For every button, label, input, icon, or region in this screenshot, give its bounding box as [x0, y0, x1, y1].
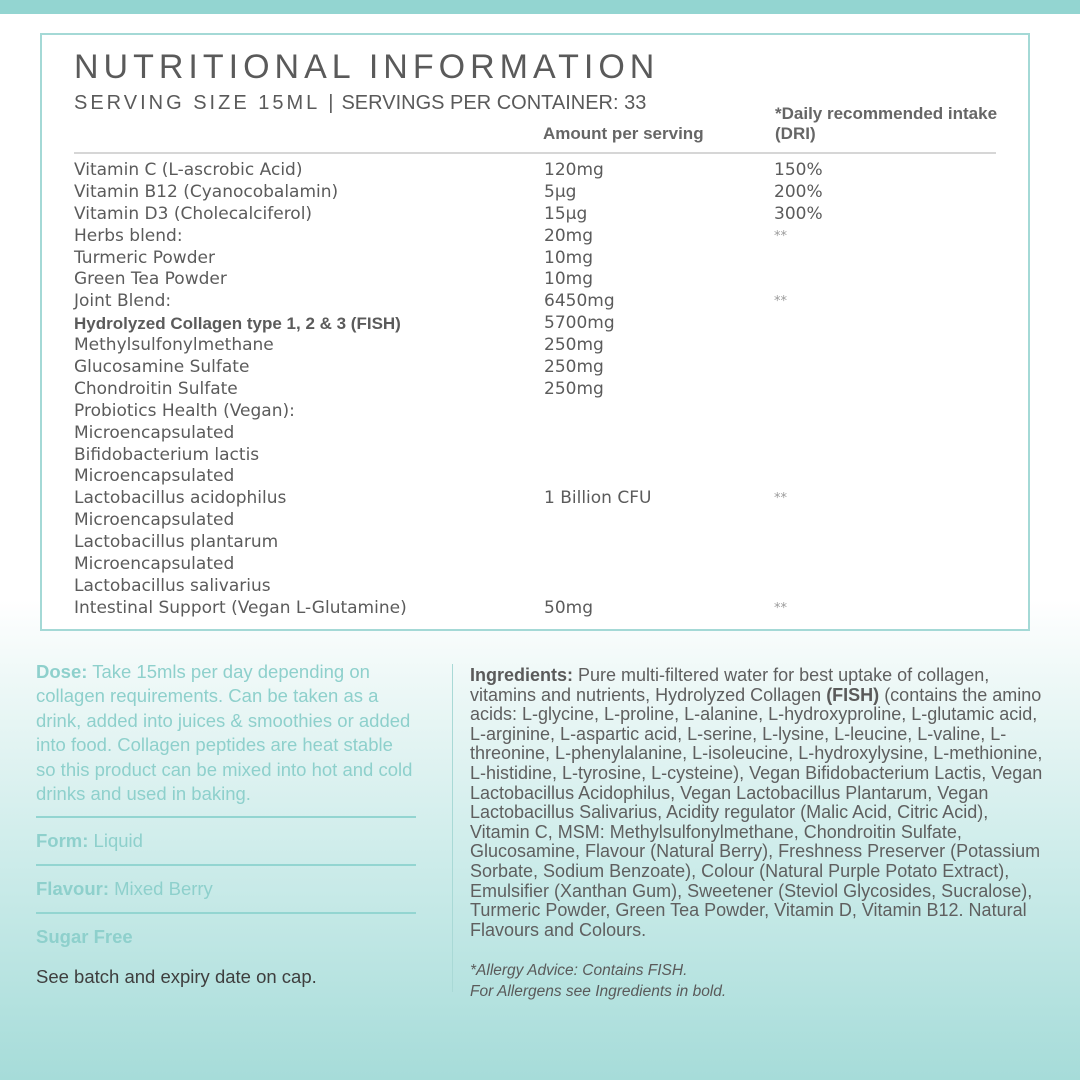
nutrition-title: NUTRITIONAL INFORMATION: [74, 48, 660, 86]
ingredients-section: [470, 666, 1045, 1002]
nutrient-row: [74, 269, 1014, 291]
nutrient-amount: 15µg: [544, 203, 588, 224]
nutrient-row: [74, 357, 1014, 379]
nutrient-name: Vitamin B12 (Cyanocobalamin): [74, 181, 339, 202]
nutrient-row: [74, 204, 1014, 226]
allergy-line-2: For Allergens see Ingredients in bold.: [470, 983, 727, 1001]
nutrient-name: Herbs blend:: [74, 225, 183, 246]
nutrient-name: Hydrolyzed Collagen type 1, 2 & 3 (FISH): [74, 314, 401, 334]
nutrient-row: [74, 466, 1014, 488]
nutrient-name: Methylsulfonylmethane: [74, 335, 274, 356]
dri-column-header: *Daily recommended intake (DRI): [775, 104, 998, 143]
batch-note: See batch and expiry date on cap.: [36, 966, 317, 988]
nutrient-row: [74, 291, 1014, 313]
flavour-info: [36, 866, 416, 912]
nutrient-amount: 20mg: [544, 225, 593, 246]
ingredients-allergen: (FISH): [826, 684, 880, 705]
flavour-value: Mixed Berry: [108, 878, 213, 900]
sugar-free-label: Sugar Free: [36, 926, 133, 948]
header-divider: [74, 152, 996, 154]
allergy-line-1: *Allergy Advice: Contains FISH.: [470, 962, 688, 980]
nutrient-name: Lactobacillus plantarum: [74, 532, 279, 553]
nutrient-name: Microencapsulated: [74, 422, 235, 443]
nutrient-row: [74, 182, 1014, 204]
nutrient-amount: 120mg: [544, 160, 604, 180]
nutrient-row: [74, 160, 1014, 182]
nutrient-name: Bifidobacterium lactis: [74, 444, 260, 465]
top-accent-bar: [0, 0, 1080, 14]
nutrient-name: Microencapsulated: [74, 466, 235, 487]
nutrient-amount: 5µg: [544, 181, 577, 202]
dose-body: Take 15mls per day depending on collagen requirements. Can be taken as a drink, added into juices & smoothies or added into food. Collagen peptides are heat stable so this product can be mixed into hot and cold drinks and used in baking.: [36, 661, 413, 805]
allergy-advice: [470, 960, 1045, 1002]
nutrient-name: Green Tea Powder: [74, 269, 227, 290]
dose-label: Dose:: [36, 661, 88, 682]
nutrient-amount: 1 Billion CFU: [544, 488, 652, 509]
ingredients-body-start: Pure multi-filtered water for best uptake of collagen, vitamins and nutrients, Hydrolyzed Collagen: [470, 665, 990, 705]
nutrient-table: [74, 160, 1014, 620]
nutrient-amount: 250mg: [544, 335, 604, 356]
nutrient-row: [74, 423, 1014, 445]
nutrient-name: Chondroitin Sulfate: [74, 378, 238, 399]
nutrient-row: [74, 445, 1014, 467]
nutrient-row: [74, 510, 1014, 532]
nutrient-name: Probiotics Health (Vegan):: [74, 400, 295, 421]
nutrient-amount: 250mg: [544, 357, 604, 378]
nutrient-dri: **: [774, 294, 787, 310]
nutrient-name: Intestinal Support (Vegan L-Glutamine): [74, 597, 407, 618]
ingredients-label: Ingredients:: [470, 665, 574, 685]
nutrient-amount: 10mg: [544, 247, 593, 268]
flavour-label: Flavour:: [36, 878, 109, 900]
nutrient-amount: 50mg: [544, 597, 593, 618]
ingredients-body-end: (contains the amino acids: L-glycine, L-proline, L-alanine, L-hydroxyproline, L-glutamic acid, L-arginine, L-aspartic acid, L-serine, L-lysine, L-leucine, L-valine, L-threonine, L-phenylalanine, L-isoleucine, L-hydroxylysine, L-methionine, L-histidine, L-tyrosine, L-cysteine), Vegan Bifidobacterium Lactis, Vegan Lactobacillus Acidophilus, Vegan Lactobacillus Plantarum, Vegan Lactobacillus Salivarius, Acidity regulator (Malic Acid, Citric Acid), Vitamin C, MSM: Methylsulfonylmethane, Chondroitin Sulfate, Glucosamine, Flavour (Natural Berry), Freshness Preserver (Potassium Sorbate, Sodium Benzoate), Colour (Natural Purple Potato Extract), Emulsifier (Xanthan Gum), Sweetener (Steviol Glycosides, Sucralose), Turmeric Powder, Green Tea Powder, Vitamin D, Vitamin B12. Natural Flavours and Colours.: [470, 684, 1043, 940]
nutrient-dri: 150%: [774, 160, 823, 180]
nutrient-amount: 5700mg: [544, 313, 615, 334]
nutrient-name: Microencapsulated: [74, 554, 235, 575]
nutrient-row: [74, 532, 1014, 554]
ingredients-text: [470, 666, 1045, 940]
nutrient-amount: 250mg: [544, 378, 604, 399]
nutrient-dri: 200%: [774, 181, 823, 202]
nutrient-row: [74, 488, 1014, 510]
nutrient-row: [74, 554, 1014, 576]
nutrient-row: [74, 379, 1014, 401]
form-value: Liquid: [88, 830, 143, 852]
nutrient-name: Lactobacillus salivarius: [74, 575, 271, 596]
nutrient-name: Turmeric Powder: [74, 247, 215, 268]
nutrient-name: Glucosamine Sulfate: [74, 357, 250, 378]
nutrient-name: Joint Blend:: [74, 291, 172, 312]
nutrient-dri: **: [774, 600, 787, 616]
nutrient-row: [74, 248, 1014, 270]
nutrient-amount: 10mg: [544, 269, 593, 290]
nutrient-name: Vitamin D3 (Cholecalciferol): [74, 203, 313, 224]
column-divider: [452, 664, 453, 992]
nutrient-row: [74, 576, 1014, 598]
nutrient-row: [74, 335, 1014, 357]
serving-info: [74, 92, 646, 115]
nutrient-row: [74, 313, 1014, 335]
usage-info: [36, 660, 416, 988]
nutrient-row: [74, 598, 1014, 620]
nutrient-name: Microencapsulated: [74, 510, 235, 531]
nutrient-dri: 300%: [774, 203, 823, 224]
serving-separator: |: [328, 92, 334, 114]
servings-per-container: SERVINGS PER CONTAINER: 33: [341, 92, 647, 114]
dose-text: [36, 660, 416, 806]
nutrient-name: Lactobacillus acidophilus: [74, 488, 287, 509]
nutrient-amount: 6450mg: [544, 291, 615, 312]
amount-column-header: Amount per serving: [543, 124, 704, 143]
nutrient-row: [74, 401, 1014, 423]
serving-size: SERVING SIZE 15ML: [74, 92, 321, 114]
nutrient-dri: **: [774, 228, 787, 244]
form-info: [36, 818, 416, 864]
form-label: Form:: [36, 830, 89, 852]
nutrient-dri: **: [774, 491, 787, 507]
nutrient-row: [74, 226, 1014, 248]
nutrient-name: Vitamin C (L-ascrobic Acid): [74, 160, 303, 180]
